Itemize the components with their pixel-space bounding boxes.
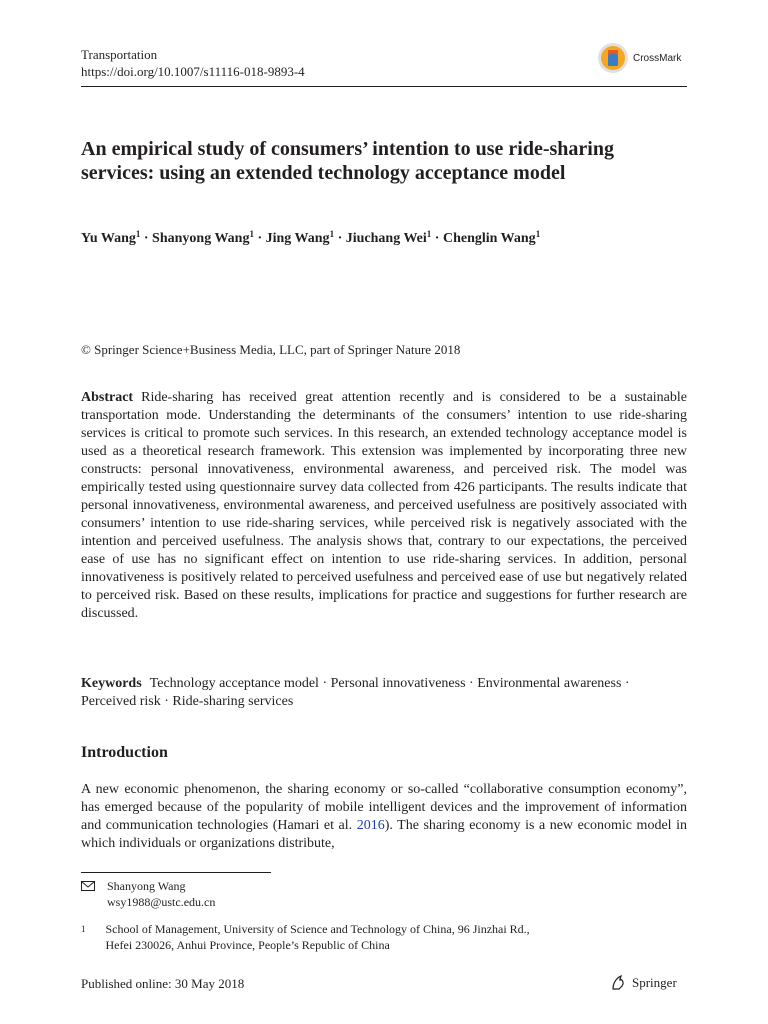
author-affil: 1 — [329, 229, 335, 239]
corresponding-name: Shanyong Wang — [107, 879, 186, 893]
springer-logo — [609, 974, 677, 992]
abstract — [81, 389, 687, 623]
abstract-text: Ride-sharing has received great attention recently and is considered to be a sustainable transportation mode. Understanding the determinants of the consumers’ intention to use ride-sharing services is critical to promote such services. In this research, an extended technology acceptance model is used as a theoretical research framework. This extension was implemented by incorporating three new constructs: personal innovativeness, environmental awareness, and perceived risk. The model was empirically tested using questionnaire survey data collected from 426 participants. The results indicate that personal innovativeness, environmental awareness, and perceived usefulness are positively associated with consumers’ intention to use ride-sharing services, while perceived risk is negatively associated with the intention and perceived usefulness. The analysis shows that, contrary to our expectations, the perceived ease of use has no significant effect on intention to use ride-sharing services. In addition, personal innovativeness is positively related to perceived usefulness and perceived ease of use but negatively related to perceived risk. Based on these results, implications for practice and suggestions for further research are discussed. — [81, 390, 687, 621]
affil-number: 1 — [81, 924, 86, 934]
author-affil: 1 — [535, 229, 541, 239]
envelope-icon — [81, 881, 95, 891]
abstract-label: Abstract — [81, 390, 134, 405]
springer-horse-icon — [609, 974, 627, 992]
springer-label: Springer — [632, 975, 677, 990]
crossmark-icon — [597, 42, 629, 74]
keywords-label: Keywords — [81, 676, 142, 691]
author-list: Yu Wang$^1$ · Shanyong Wang$^1$ · Jing Wang$^1$ · Jiuchang Wei$^1$ · Chenglin Wang$^1$ — [81, 229, 541, 246]
author-name: Yu Wang — [81, 231, 136, 246]
introduction-paragraph: A new economic phenomenon, the sharing economy or so-called “collaborative consumption economy”, has emerged because of the popularity of mobile intelligent devices and the improvement of information and communication technologies (Hamari et al. 2016). The sharing economy is a new economic model in which individuals or organizations distribute, — [81, 782, 687, 851]
header-rule — [81, 86, 687, 87]
author-name: Jiuchang Wei — [345, 231, 427, 246]
doi-link[interactable]: https://doi.org/10.1007/s11116-018-9893-4 — [81, 64, 305, 79]
keywords-text: Technology acceptance model · Personal innovativeness · Environmental awareness · Perceived risk · Ride-sharing services — [81, 676, 630, 709]
author-name: Shanyong Wang — [152, 231, 250, 246]
affiliation-footnote — [81, 921, 530, 953]
journal-name: Transportation — [81, 47, 158, 62]
author-affil: 1 — [135, 229, 141, 239]
published-date: Published online: 30 May 2018 — [81, 976, 245, 991]
journal-header — [81, 46, 305, 80]
copyright-notice: © Springer Science+Business Media, LLC, part of Springer Nature 2018 — [81, 342, 461, 357]
author-name: Chenglin Wang — [442, 231, 536, 246]
paper-title: An empirical study of consumers’ intention to use ride-sharing services: using an extended technology acceptance model — [81, 138, 614, 184]
author-name: Jing Wang — [265, 231, 330, 246]
section-heading-introduction: Introduction — [81, 744, 168, 761]
corresponding-author — [81, 878, 215, 910]
author-affil: 1 — [249, 229, 254, 239]
affil-line: School of Management, University of Science and Technology of China, 96 Jinzhai Rd., — [105, 922, 530, 936]
crossmark-label: CrossMark — [633, 52, 682, 64]
corresponding-email[interactable]: wsy1988@ustc.edu.cn — [107, 895, 216, 909]
citation-link[interactable]: 2016 — [356, 818, 385, 833]
author-affil: 1 — [426, 229, 432, 239]
crossmark-badge[interactable] — [597, 42, 681, 74]
footnote-rule — [81, 872, 271, 873]
keywords — [81, 675, 687, 711]
affil-line: Hefei 230026, Anhui Province, People’s Republic of China — [105, 938, 390, 952]
